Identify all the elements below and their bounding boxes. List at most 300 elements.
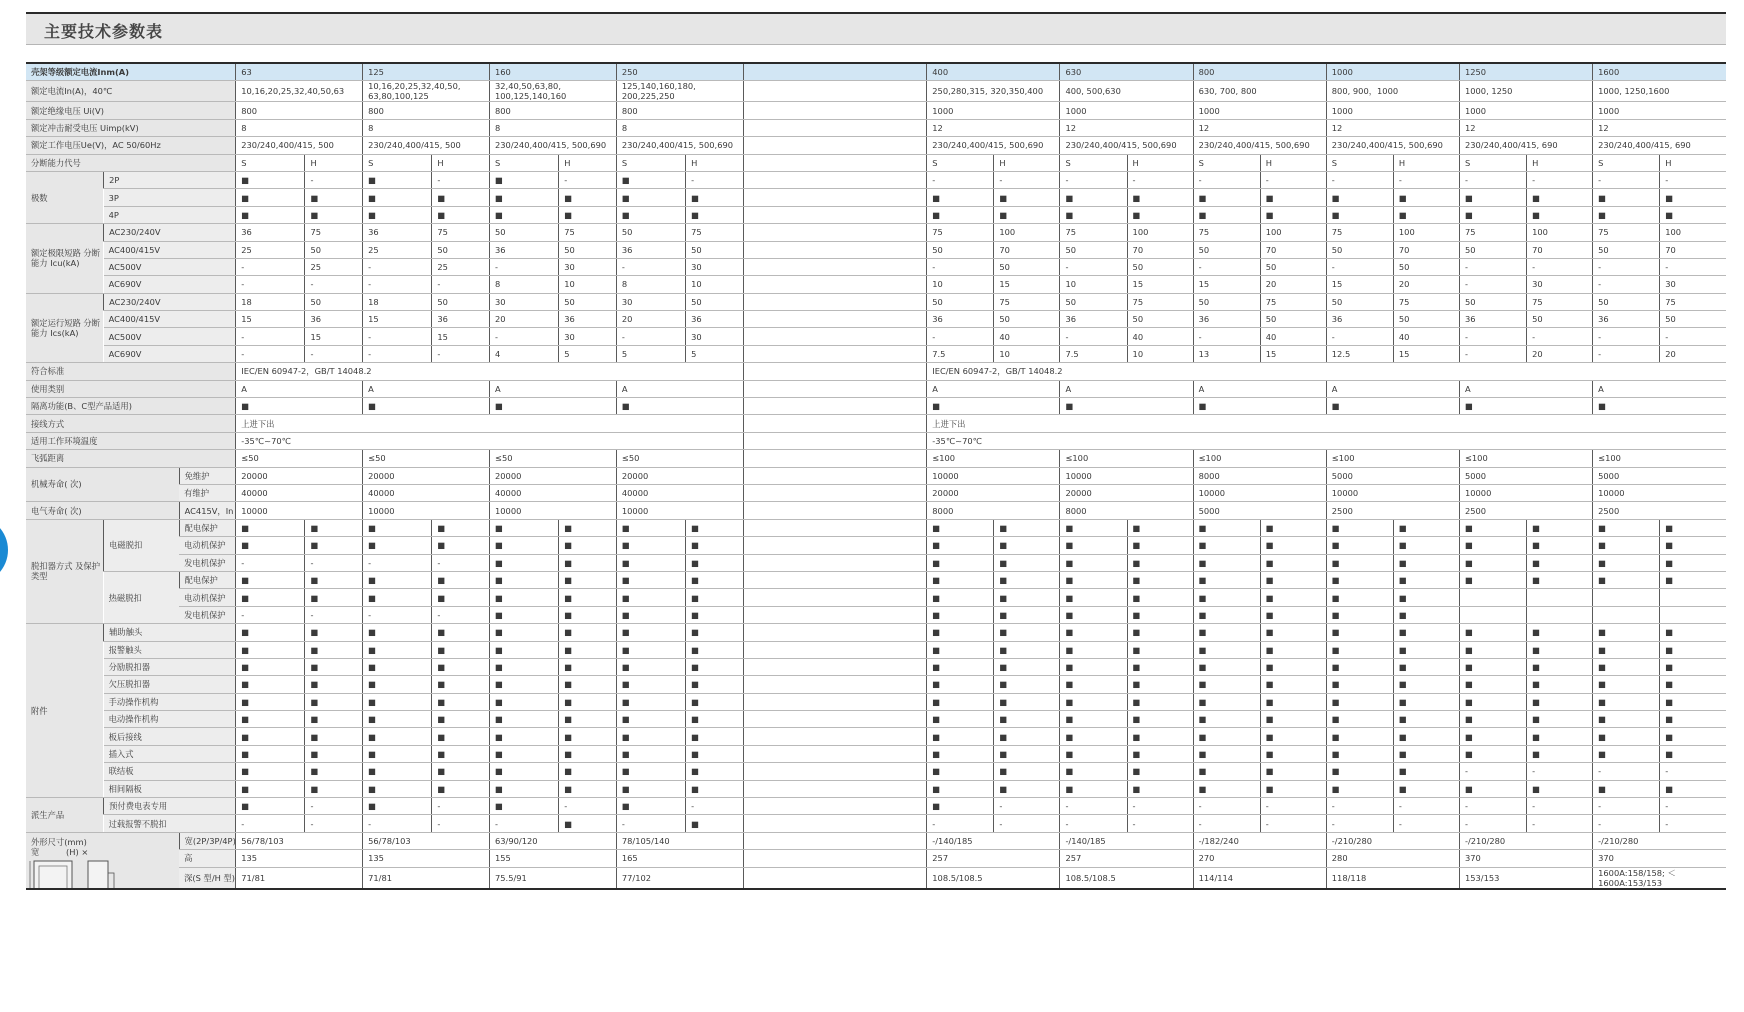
table-cell: ■: [1527, 189, 1593, 206]
table-cell: ■: [616, 693, 685, 710]
group-label: 附件: [26, 624, 104, 798]
table-cell: 30: [1527, 276, 1593, 293]
table-cell: 75: [1527, 293, 1593, 310]
table-cell: 30: [616, 293, 685, 310]
code-s-cell: S: [363, 154, 432, 171]
table-cell: 230/240,400/415, 500,690: [1060, 137, 1193, 154]
table-cell: 5: [686, 345, 744, 362]
table-cell: -: [1326, 798, 1393, 815]
table-cell: 18: [363, 293, 432, 310]
dimension-row: [26, 832, 1726, 849]
table-cell: -: [994, 798, 1060, 815]
blank-cell: [743, 850, 927, 867]
table-cell: -: [1459, 171, 1526, 188]
icu-row: [26, 276, 1726, 293]
blank-cell: [743, 432, 927, 449]
table-cell: ■: [559, 554, 617, 571]
table-cell: ■: [1260, 624, 1326, 641]
table-cell: -: [1459, 345, 1526, 362]
table-cell: ■: [686, 815, 744, 832]
table-cell: ■: [1459, 571, 1526, 588]
table-cell: ■: [1193, 537, 1260, 554]
table-cell: 230/240,400/415, 500,690: [1193, 137, 1326, 154]
table-cell: 71/81: [363, 867, 490, 889]
table-cell: ■: [559, 815, 617, 832]
row-sublabel: 电动操作机构: [104, 711, 236, 728]
table-cell: ■: [927, 763, 994, 780]
table-cell: ■: [994, 780, 1060, 797]
table-cell: ■: [1060, 676, 1127, 693]
table-cell: 15: [236, 311, 305, 328]
table-cell: -: [1260, 171, 1326, 188]
table-cell: [1593, 589, 1660, 606]
table-cell: -: [1459, 763, 1526, 780]
table-cell: 15: [1326, 276, 1393, 293]
table-cell: ■: [927, 537, 994, 554]
table-cell: -: [927, 328, 994, 345]
icu-row: [26, 224, 1726, 241]
table-cell: ■: [1060, 519, 1127, 536]
table-cell: ■: [490, 745, 559, 762]
table-cell: ■: [1127, 189, 1193, 206]
table-cell: ■: [1060, 189, 1127, 206]
table-cell: 50: [1193, 293, 1260, 310]
table-cell: 8: [490, 119, 617, 136]
rated-current-row: [26, 81, 1726, 102]
table-cell: -: [1326, 258, 1393, 275]
table-cell: ■: [1459, 745, 1526, 762]
table-cell: ■: [1593, 658, 1660, 675]
table-cell: -: [490, 815, 559, 832]
table-cell: 36: [1459, 311, 1526, 328]
table-cell: ■: [1193, 206, 1260, 223]
table-cell: ■: [490, 519, 559, 536]
table-cell: ■: [305, 676, 363, 693]
table-cell: 18: [236, 293, 305, 310]
table-cell: ■: [363, 798, 432, 815]
code-h-cell: H: [686, 154, 744, 171]
table-cell: ■: [1393, 571, 1459, 588]
blank-cell: [743, 311, 927, 328]
table-cell: ■: [236, 589, 305, 606]
table-cell: ■: [927, 624, 994, 641]
table-cell: ■: [927, 398, 1060, 415]
table-cell: ■: [1060, 763, 1127, 780]
blank-cell: [743, 102, 927, 119]
table-cell: 10000: [490, 502, 617, 519]
table-cell: -: [432, 798, 490, 815]
table-cell: ■: [490, 537, 559, 554]
table-cell: 135: [363, 850, 490, 867]
row-sublabel: 电动机保护: [179, 537, 236, 554]
table-cell: 15: [305, 328, 363, 345]
table-cell: -: [1060, 328, 1127, 345]
table-cell: ■: [236, 780, 305, 797]
table-cell: ■: [236, 711, 305, 728]
table-cell: 40: [994, 328, 1060, 345]
blank-cell: [743, 450, 927, 467]
table-cell: 50: [1060, 241, 1127, 258]
table-cell: ■: [994, 763, 1060, 780]
table-cell: 40: [1393, 328, 1459, 345]
table-cell: -: [1593, 258, 1660, 275]
table-cell: ■: [1127, 658, 1193, 675]
table-cell: ■: [994, 537, 1060, 554]
table-cell: ■: [1593, 693, 1660, 710]
table-cell: -: [305, 345, 363, 362]
table-cell: 800: [616, 102, 743, 119]
table-cell: -35℃~70℃: [927, 432, 1726, 449]
table-cell: ■: [490, 798, 559, 815]
row-label: 电气寿命( 次): [26, 502, 179, 519]
table-cell: A: [1593, 380, 1726, 397]
table-cell: ■: [1660, 554, 1726, 571]
table-cell: ■: [1393, 676, 1459, 693]
accessory-row: [26, 658, 1726, 675]
accessory-row: [26, 693, 1726, 710]
table-cell: ■: [559, 693, 617, 710]
table-cell: ■: [1326, 676, 1393, 693]
blank-cell: [743, 258, 927, 275]
table-cell: ■: [1060, 537, 1127, 554]
row-sublabel: 配电保护: [179, 519, 236, 536]
table-cell: -: [1193, 815, 1260, 832]
table-cell: 1000, 1250: [1459, 81, 1592, 102]
table-cell: ■: [490, 693, 559, 710]
accessory-row: [26, 745, 1726, 762]
blank-cell: [743, 815, 927, 832]
table-cell: ■: [1527, 728, 1593, 745]
table-cell: 50: [1593, 241, 1660, 258]
table-cell: ■: [1660, 519, 1726, 536]
blank-cell: [743, 224, 927, 241]
table-cell: -: [305, 606, 363, 623]
table-cell: -/182/240: [1193, 832, 1326, 849]
blank-cell: [743, 398, 927, 415]
table-cell: -: [363, 328, 432, 345]
code-s-cell: S: [927, 154, 994, 171]
table-cell: -: [1393, 171, 1459, 188]
table-cell: 36: [1326, 311, 1393, 328]
table-cell: ■: [1393, 728, 1459, 745]
frame-cell: 63: [236, 63, 363, 81]
table-cell: [1459, 589, 1526, 606]
category-row: [26, 380, 1726, 397]
table-cell: ■: [363, 189, 432, 206]
table-cell: 50: [616, 224, 685, 241]
table-cell: 30: [559, 258, 617, 275]
table-cell: ■: [363, 711, 432, 728]
table-cell: ■: [1593, 624, 1660, 641]
table-cell: ■: [1060, 745, 1127, 762]
code-s-cell: S: [1593, 154, 1660, 171]
row-sublabel: 欠压脱扣器: [104, 676, 236, 693]
table-cell: ■: [994, 745, 1060, 762]
table-cell: 36: [236, 224, 305, 241]
table-cell: -: [1527, 328, 1593, 345]
table-cell: 25: [305, 258, 363, 275]
release-group-label: 热磁脱扣: [104, 571, 180, 623]
table-cell: -: [236, 328, 305, 345]
table-cell: ■: [686, 189, 744, 206]
table-cell: 40: [1127, 328, 1193, 345]
table-cell: ■: [490, 171, 559, 188]
table-cell: ■: [1193, 711, 1260, 728]
table-cell: ■: [1326, 519, 1393, 536]
table-cell: 50: [1326, 241, 1393, 258]
table-cell: 10,16,20,25,32,40,50,63: [236, 81, 363, 102]
table-cell: -: [1459, 276, 1526, 293]
table-cell: 50: [559, 293, 617, 310]
table-cell: ■: [616, 728, 685, 745]
table-cell: 50: [490, 224, 559, 241]
row-sublabel: 高: [179, 850, 236, 867]
table-cell: ■: [927, 780, 994, 797]
table-cell: 118/118: [1326, 867, 1459, 889]
table-cell: ■: [1193, 763, 1260, 780]
table-cell: ■: [1193, 554, 1260, 571]
release-row: [26, 554, 1726, 571]
table-cell: 50: [994, 258, 1060, 275]
blank-cell: [743, 206, 927, 223]
table-cell: ■: [236, 693, 305, 710]
table-cell: ■: [1260, 711, 1326, 728]
table-cell: ■: [927, 554, 994, 571]
table-cell: 50: [1393, 258, 1459, 275]
table-cell: ■: [686, 554, 744, 571]
blank-cell: [743, 81, 927, 102]
table-cell: ■: [1326, 571, 1393, 588]
code-h-cell: H: [1527, 154, 1593, 171]
table-cell: 100: [1527, 224, 1593, 241]
blank-cell: [743, 606, 927, 623]
table-cell: ■: [363, 624, 432, 641]
table-cell: ■: [1593, 676, 1660, 693]
table-cell: ■: [1260, 589, 1326, 606]
derived-row: [26, 798, 1726, 815]
row-label: 分断能力代号: [26, 154, 236, 171]
table-cell: 50: [1060, 293, 1127, 310]
table-cell: ■: [1060, 589, 1127, 606]
table-cell: 1000: [1326, 102, 1459, 119]
table-cell: ■: [1660, 206, 1726, 223]
table-cell: ■: [559, 676, 617, 693]
table-cell: ■: [1060, 571, 1127, 588]
table-cell: ■: [559, 763, 617, 780]
table-cell: ■: [1393, 658, 1459, 675]
table-cell: 15: [1127, 276, 1193, 293]
table-cell: ■: [1459, 537, 1526, 554]
table-cell: ■: [1326, 763, 1393, 780]
table-cell: 10000: [927, 467, 1060, 484]
table-cell: 10: [1127, 345, 1193, 362]
table-cell: ■: [559, 624, 617, 641]
table-cell: -: [1060, 258, 1127, 275]
table-cell: 75.5/91: [490, 867, 617, 889]
table-cell: ■: [1127, 676, 1193, 693]
table-cell: ■: [1060, 711, 1127, 728]
table-cell: 36: [432, 311, 490, 328]
table-cell: -: [490, 258, 559, 275]
table-cell: -: [927, 815, 994, 832]
table-cell: 25: [432, 258, 490, 275]
table-cell: 20000: [927, 484, 1060, 501]
table-cell: ■: [236, 676, 305, 693]
table-cell: 32,40,50,63,80, 100,125,140,160: [490, 81, 617, 102]
table-cell: ■: [1260, 189, 1326, 206]
page-title: 主要技术参数表: [44, 22, 164, 41]
table-cell: -: [432, 345, 490, 362]
table-cell: ■: [1260, 658, 1326, 675]
table-cell: 5000: [1459, 467, 1592, 484]
table-cell: -: [432, 554, 490, 571]
table-cell: ■: [432, 537, 490, 554]
table-cell: -: [1593, 345, 1660, 362]
table-cell: ■: [1459, 658, 1526, 675]
table-cell: 230/240,400/415, 500,690: [927, 137, 1060, 154]
table-cell: 50: [686, 241, 744, 258]
table-cell: ■: [1193, 519, 1260, 536]
table-cell: ■: [1393, 189, 1459, 206]
table-cell: ■: [363, 728, 432, 745]
table-cell: A: [1326, 380, 1459, 397]
table-cell: -: [927, 258, 994, 275]
table-cell: ■: [1527, 693, 1593, 710]
table-cell: 75: [927, 224, 994, 241]
table-cell: 100: [1127, 224, 1193, 241]
table-cell: ■: [305, 711, 363, 728]
table-cell: ■: [236, 189, 305, 206]
table-cell: ■: [1393, 693, 1459, 710]
table-cell: 400, 500,630: [1060, 81, 1193, 102]
table-cell: -: [363, 345, 432, 362]
table-cell: ■: [559, 711, 617, 728]
row-sublabel: AC230/240V: [104, 224, 236, 241]
table-cell: ■: [1326, 780, 1393, 797]
row-sublabel: 3P: [104, 189, 236, 206]
table-cell: ■: [1459, 780, 1526, 797]
table-cell: ■: [236, 745, 305, 762]
table-cell: ■: [927, 711, 994, 728]
table-cell: 50: [927, 241, 994, 258]
table-cell: -: [236, 345, 305, 362]
table-cell: ■: [1127, 780, 1193, 797]
table-cell: ■: [1127, 519, 1193, 536]
table-cell: -: [1660, 815, 1726, 832]
table-cell: -: [559, 798, 617, 815]
table-cell: -: [927, 171, 994, 188]
table-cell: 50: [1660, 311, 1726, 328]
table-cell: 13: [1193, 345, 1260, 362]
table-cell: ■: [994, 676, 1060, 693]
row-sublabel: 插入式: [104, 745, 236, 762]
release-row: [26, 571, 1726, 588]
table-cell: ■: [432, 658, 490, 675]
table-cell: ■: [1326, 624, 1393, 641]
row-label: 额定绝缘电压 Ui(V): [26, 102, 236, 119]
table-cell: 800: [363, 102, 490, 119]
table-cell: ■: [559, 206, 617, 223]
table-cell: ■: [490, 728, 559, 745]
isolation-row: [26, 398, 1726, 415]
table-cell: 56/78/103: [236, 832, 363, 849]
table-cell: 30: [686, 258, 744, 275]
table-cell: ■: [927, 641, 994, 658]
table-cell: ■: [994, 571, 1060, 588]
table-cell: ■: [1393, 589, 1459, 606]
table-cell: ≤100: [927, 450, 1060, 467]
blank-cell: [743, 345, 927, 362]
table-cell: ■: [994, 693, 1060, 710]
table-cell: 75: [432, 224, 490, 241]
table-cell: ≤100: [1060, 450, 1193, 467]
table-cell: ■: [363, 693, 432, 710]
table-cell: 1000: [1193, 102, 1326, 119]
blank-cell: [743, 189, 927, 206]
table-cell: ■: [1459, 711, 1526, 728]
table-cell: ■: [1459, 728, 1526, 745]
table-cell: 36: [927, 311, 994, 328]
table-cell: ■: [1527, 780, 1593, 797]
table-cell: 10: [686, 276, 744, 293]
table-cell: -: [1393, 798, 1459, 815]
table-cell: ■: [994, 554, 1060, 571]
table-cell: 800: [490, 102, 617, 119]
table-cell: 800: [236, 102, 363, 119]
table-cell: -35℃~70℃: [236, 432, 744, 449]
table-cell: -: [1459, 328, 1526, 345]
table-cell: ■: [490, 606, 559, 623]
table-cell: ■: [994, 589, 1060, 606]
table-cell: ■: [1459, 519, 1526, 536]
table-cell: 30: [559, 328, 617, 345]
table-cell: 36: [1593, 311, 1660, 328]
table-cell: ■: [305, 641, 363, 658]
blank-cell: [743, 328, 927, 345]
table-cell: ■: [1593, 728, 1660, 745]
table-cell: ■: [305, 763, 363, 780]
table-cell: ■: [236, 763, 305, 780]
table-cell: -: [686, 798, 744, 815]
dimension-label-height: (H) ×: [66, 846, 89, 857]
table-cell: ≤50: [616, 450, 743, 467]
table-cell: 108.5/108.5: [927, 867, 1060, 889]
table-cell: ■: [1527, 537, 1593, 554]
table-cell: -/210/280: [1459, 832, 1592, 849]
table-cell: ■: [363, 519, 432, 536]
table-cell: 上进下出: [927, 415, 1726, 432]
blank-cell: [743, 137, 927, 154]
row-sublabel: AC400/415V: [104, 241, 236, 258]
table-cell: ■: [1326, 711, 1393, 728]
frame-cell: 1600: [1593, 63, 1726, 81]
row-label: 适用工作环境温度: [26, 432, 236, 449]
table-cell: ■: [1326, 606, 1393, 623]
table-cell: 5000: [1593, 467, 1726, 484]
table-cell: -: [1593, 763, 1660, 780]
table-cell: ■: [1127, 554, 1193, 571]
blank-cell: [743, 63, 927, 81]
table-cell: 10000: [236, 502, 363, 519]
table-cell: 75: [686, 224, 744, 241]
table-cell: 50: [994, 311, 1060, 328]
table-cell: ■: [1660, 624, 1726, 641]
code-s-cell: S: [236, 154, 305, 171]
table-cell: ■: [616, 763, 685, 780]
release-row: [26, 537, 1726, 554]
blank-cell: [743, 832, 927, 849]
frame-cell: 1000: [1326, 63, 1459, 81]
